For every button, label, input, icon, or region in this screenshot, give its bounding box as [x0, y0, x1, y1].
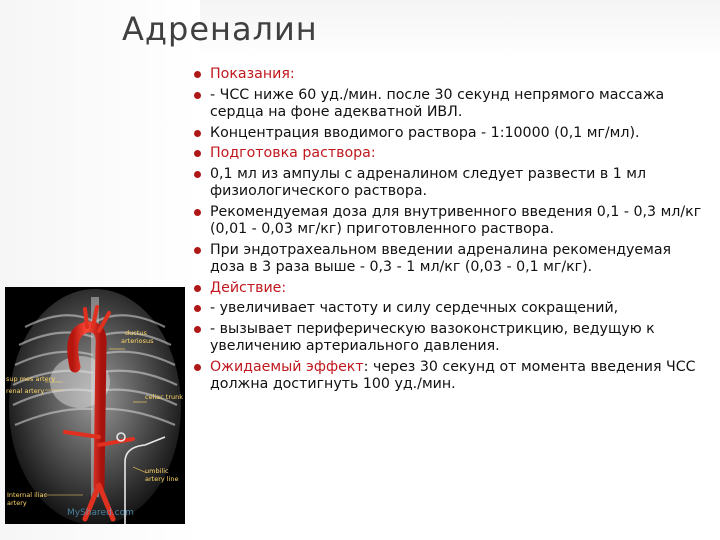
bullet-hr: [194, 87, 704, 121]
bullet-concentration: [194, 125, 704, 142]
bullet-dot-icon: [194, 130, 201, 137]
bullet-text: - ЧСС ниже 60 уд./мин. после 30 секунд непрямого массажа сердца на фоне адекватной ИВЛ.: [210, 86, 665, 120]
label-sup-mes: sup mes artery: [6, 375, 56, 383]
bullet-vasoconstriction: [194, 321, 704, 355]
bullet-dot-icon: [194, 326, 201, 333]
bullet-preparation: [194, 145, 704, 162]
bullet-lead: Показания:: [210, 66, 295, 82]
xray-svg: [5, 287, 185, 524]
bullet-list: [194, 66, 704, 397]
label-artery: artery: [7, 499, 27, 507]
bullet-text: При эндотрахеальном введении адреналина рекомендуемая доза в 3 раза выше - 0,3 - 1 мл/кг (0,03 - 0,1 мг/кг).: [210, 241, 672, 275]
bullet-dilution: [194, 166, 704, 200]
bullet-dot-icon: [194, 247, 201, 254]
xray-illustration: [5, 287, 185, 524]
bullet-iv-dose: [194, 204, 704, 238]
bullet-text: : через 30 секунд от момента введения ЧСС должна достигнуть 100 уд./мин.: [210, 358, 696, 392]
bullet-dot-icon: [194, 71, 201, 78]
bullet-dot-icon: [194, 209, 201, 216]
bullet-text: - увеличивает частоту и силу сердечных сокращений,: [210, 300, 619, 317]
label-umbilic: umbilic: [145, 467, 169, 475]
slide-title: Адреналин: [122, 10, 318, 48]
bullet-action: [194, 280, 704, 297]
bullet-dot-icon: [194, 285, 201, 292]
bullet-et-dose: [194, 242, 704, 276]
label-internal-iliac: Internal iliac: [7, 491, 48, 499]
bullet-dot-icon: [194, 150, 201, 157]
label-ductus: ductus: [125, 329, 147, 337]
bullet-indications: [194, 66, 704, 83]
label-renal: renal artery: [6, 387, 45, 395]
label-arteriosus: arteriosus: [121, 337, 154, 345]
watermark: MyShared.com: [67, 508, 134, 518]
bullet-dot-icon: [194, 171, 201, 178]
bullet-lead: Ожидаемый эффект: [210, 358, 364, 375]
bullet-dot-icon: [194, 92, 201, 99]
bullet-effect: [194, 359, 704, 393]
bullet-rate: [194, 300, 704, 317]
bullet-text: Концентрация вводимого раствора - 1:10000 (0,1 мг/мл).: [210, 124, 640, 141]
bullet-text: 0,1 мл из ампулы с адреналином следует развести в 1 мл физиологического раствора.: [210, 166, 647, 200]
label-artery-line: artery line: [145, 475, 179, 483]
bullet-text: - вызывает периферическую вазоконстрикцию, ведущую к увеличению артериального давления.: [210, 321, 655, 355]
bullet-dot-icon: [194, 364, 201, 371]
bullet-dot-icon: [194, 305, 201, 312]
bullet-text: Рекомендуемая доза для внутривенного введения 0,1 - 0,3 мл/кг (0,01 - 0,03 мг/кг) приготовленного раствора.: [210, 203, 702, 237]
bullet-lead: Действие:: [210, 279, 287, 296]
bullet-lead: Подготовка раствора:: [210, 145, 376, 162]
label-celiac: celiac trunk: [145, 393, 184, 401]
